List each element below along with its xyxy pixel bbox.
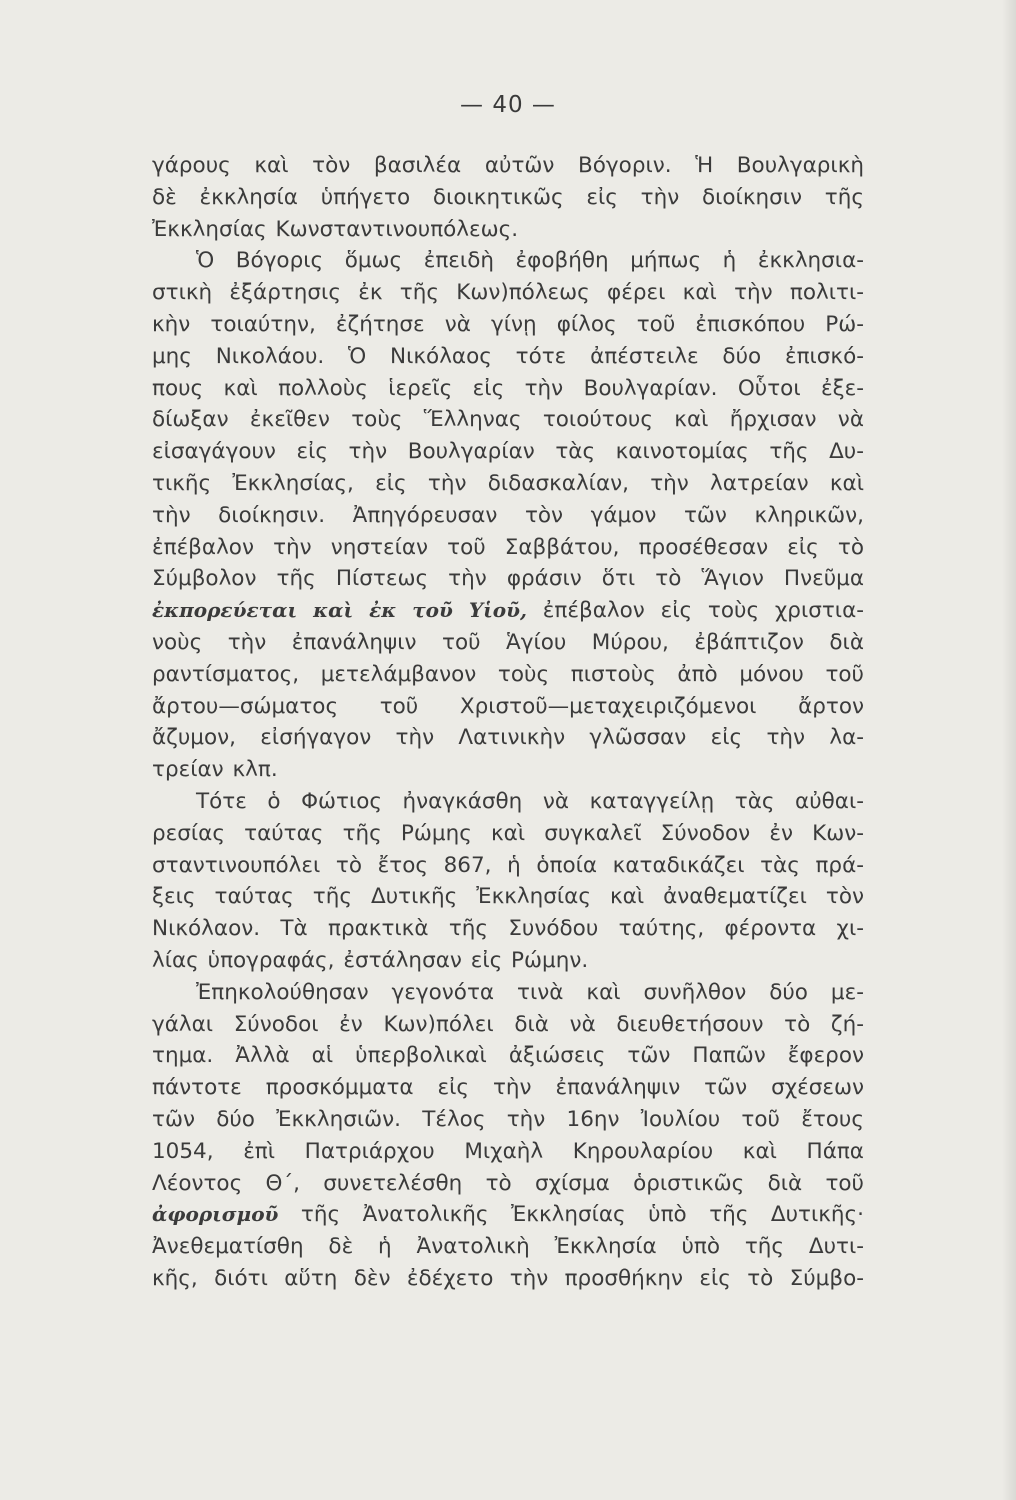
text-line: πους καὶ πολλοὺς ἱερεῖς εἰς τὴν Βουλγαρίαν. Οὗτοι ἐξε-: [152, 375, 864, 401]
text-line: Ἐπηκολούθησαν γεγονότα τινὰ καὶ συνῆλθον δύο με-: [196, 979, 864, 1005]
page-edge-shadow: [1002, 0, 1016, 1500]
emphasized-word: ἀφορισμοῦ: [152, 1202, 279, 1227]
text-line: Ἀνεθεματίσθη δὲ ἡ Ἀνατολικὴ Ἐκκλησία ὑπὸ τῆς Δυτι-: [152, 1234, 864, 1260]
text-line: γάλαι Σύνοδοι ἐν Κων)πόλει διὰ νὰ διευθετήσουν τὸ ζή-: [152, 1011, 864, 1037]
text-line: κῆς, διότι αὕτη δὲν ἐδέχετο τὴν προσθήκην εἰς τὸ Σύμβο-: [152, 1265, 864, 1291]
emphasized-phrase: ἐκπορεύεται καὶ ἐκ τοῦ Υἱοῦ,: [152, 598, 527, 623]
text-line: τρείαν κλπ.: [152, 757, 278, 783]
text-line-rest: τῆς Ἀνατολικῆς Ἐκκλησίας ὑπὸ τῆς Δυτικῆς·: [300, 1202, 864, 1228]
text-line: [152, 1199, 864, 1231]
body-text: [152, 150, 864, 1295]
text-line: Ἐκκλησίας Κωνσταντινουπόλεως.: [152, 216, 519, 242]
text-line: ἄζυμον, εἰσήγαγον τὴν Λατινικὴν γλῶσσαν εἰς τὴν λα-: [152, 725, 864, 751]
text-line: στικὴ ἐξάρτησις ἐκ τῆς Κων)πόλεως φέρει καὶ τὴν πολιτι-: [152, 280, 864, 306]
text-line: τικῆς Ἐκκλησίας, εἰς τὴν διδασκαλίαν, τὴν λατρείαν καὶ: [152, 470, 864, 496]
text-line: 1054, ἐπὶ Πατριάρχου Μιχαὴλ Κηρουλαρίου καὶ Πάπα: [152, 1138, 864, 1164]
text-line: τημα. Ἀλλὰ αἱ ὑπερβολικαὶ ἀξιώσεις τῶν Παπῶν ἔφερον: [152, 1043, 864, 1069]
text-line: ἐπέβαλον τὴν νηστείαν τοῦ Σαββάτου, προσέθεσαν εἰς τὸ: [152, 534, 864, 560]
text-line: δίωξαν ἐκεῖθεν τοὺς Ἕλληνας τοιούτους καὶ ἤρχισαν νὰ: [152, 407, 864, 433]
text-line: ρεσίας ταύτας τῆς Ρώμης καὶ συγκαλεῖ Σύνοδον ἐν Κων-: [152, 820, 864, 846]
text-line: νοὺς τὴν ἐπανάληψιν τοῦ Ἁγίου Μύρου, ἐβάπτιζον διὰ: [152, 629, 864, 655]
text-line-rest: ἐπέβαλον εἰς τοὺς χριστια-: [542, 598, 864, 624]
text-line: μης Νικολάου. Ὁ Νικόλαος τότε ἀπέστειλε δύο ἐπισκό-: [152, 343, 864, 369]
text-line: πάντοτε προσκόμματα εἰς τὴν ἐπανάληψιν τῶν σχέσεων: [152, 1075, 864, 1101]
text-line: ἄρτου—σώματος τοῦ Χριστοῦ—μεταχειριζόμενοι ἄρτον: [152, 693, 864, 719]
text-line: Τότε ὁ Φώτιος ἠναγκάσθη νὰ καταγγείλῃ τὰς αὐθαι-: [196, 788, 864, 814]
text-line: ξεις ταύτας τῆς Δυτικῆς Ἐκκλησίας καὶ ἀναθεματίζει τὸν: [152, 884, 864, 910]
text-line: σταντινουπόλει τὸ ἔτος 867, ἡ ὁποία καταδικάζει τὰς πρά-: [152, 852, 864, 878]
text-line: δὲ ἐκκλησία ὑπήγετο διοικητικῶς εἰς τὴν διοίκησιν τῆς: [152, 184, 864, 210]
text-line: Σύμβολον τῆς Πίστεως τὴν φράσιν ὅτι τὸ Ἅγιον Πνεῦμα: [152, 566, 864, 592]
text-line: Λέοντος Θ΄, συνετελέσθη τὸ σχίσμα ὁριστικῶς διὰ τοῦ: [152, 1170, 864, 1196]
text-line: γάρους καὶ τὸν βασιλέα αὐτῶν Βόγοριν. Ἡ Βουλγαρικὴ: [152, 153, 864, 178]
text-line: Νικόλαον. Τὰ πρακτικὰ τῆς Συνόδου ταύτης, φέροντα χι-: [152, 916, 864, 942]
text-line: τὴν διοίκησιν. Ἀπηγόρευσαν τὸν γάμον τῶν κληρικῶν,: [152, 502, 864, 528]
text-line: Ὁ Βόγορις ὅμως ἐπειδὴ ἐφοβήθη μήπως ἡ ἐκκλησια-: [196, 248, 864, 274]
text-line: [152, 595, 864, 627]
page-number: — 40 —: [460, 92, 556, 118]
text-line: τῶν δύο Ἐκκλησιῶν. Τέλος τὴν 16ην Ἰουλίου τοῦ ἔτους: [152, 1106, 864, 1132]
text-line: κὴν τοιαύτην, ἐζήτησε νὰ γίνῃ φίλος τοῦ ἐπισκόπου Ρώ-: [152, 311, 864, 337]
text-line: εἰσαγάγουν εἰς τὴν Βουλγαρίαν τὰς καινοτομίας τῆς Δυ-: [152, 439, 864, 465]
text-line: λίας ὑπογραφάς, ἐστάλησαν εἰς Ρώμην.: [152, 947, 589, 973]
text-line: ραντίσματος, μετελάμβανον τοὺς πιστοὺς ἀπὸ μόνου τοῦ: [152, 661, 864, 687]
